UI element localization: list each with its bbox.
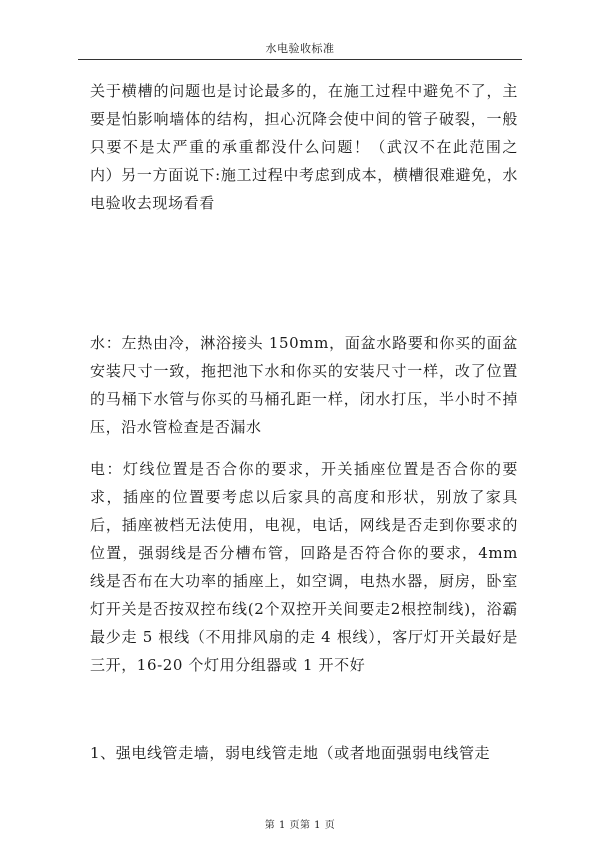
paragraph-water-checks: 水：左热由冷，淋浴接头 150mm，面盆水路要和你买的面盆安装尺寸一致，拖把池下水和你买的安装尺寸一样，改了位置的马桶下水管与你买的马桶孔距一样，闭水打压，半小时不掉压，沿水管检查是否漏水: [90, 334, 518, 436]
paragraph-conduit-routing: 1、强电线管走墙，弱电线管走地（或者地面强弱电线管走: [90, 744, 491, 762]
page-footer: 第 1 页第 1 页: [264, 820, 336, 831]
header-divider: [78, 59, 522, 60]
paragraph-groove-discussion: 关于横槽的问题也是讨论最多的，在施工过程中避免不了，主要是怕影响墙体的结构，担心沉降会使中间的管子破裂，一般只要不是太严重的承重都没什么问题！（武汉不在此范围之内）另一方面说下:施工过程中考虑到成本，横槽很难避免，水电验收去现场看看: [90, 82, 518, 212]
page-header: 水电验收标准: [265, 42, 335, 55]
paragraph-electric-checks: 电：灯线位置是否合你的要求，开关插座位置是否合你的要求，插座的位置要考虑以后家具的高度和形状，别放了家具后，插座被档无法使用，电视，电话，网线是否走到你要求的位置，强弱线是否分槽布管，回路是否符合你的要求，4mm 线是否布在大功率的插座上，如空调，电热水器，厨房，卧室灯开关是否按双控布线(2个双控开关间要走2根控制线)，浴霸最少走 5 根线（不用排风扇的走 4 根线），客厅灯开关最好是三开，16-20 个灯用分组器或 1 开不好: [90, 460, 518, 674]
